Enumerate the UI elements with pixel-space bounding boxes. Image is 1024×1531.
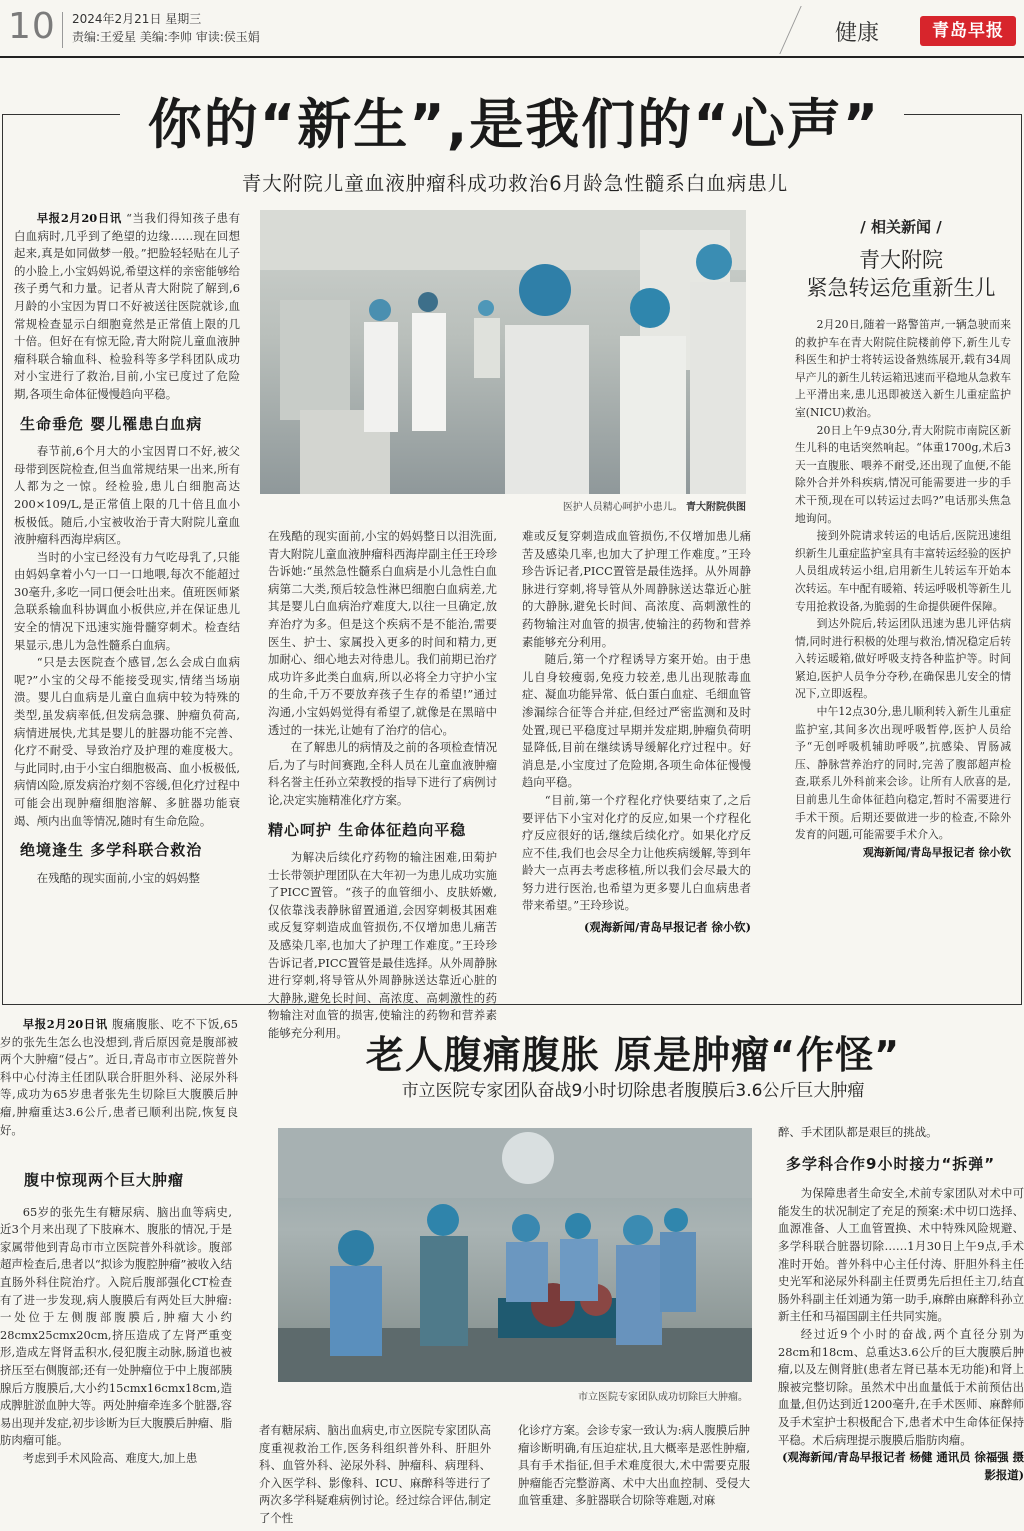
story2-photo-illustration — [278, 1128, 752, 1382]
story1-subhead-2: 绝境逢生 多学科联合救治 — [20, 841, 203, 860]
story2-subhead-1: 腹中惊现两个巨大肿瘤 — [24, 1171, 185, 1189]
story1-subhead-3: 精心呵护 生命体征趋向平稳 — [268, 820, 467, 839]
story1-photo-caption: 医护人员精心呵护小患儿。 — [562, 502, 683, 513]
story1-frame-top-right — [904, 114, 1022, 115]
story2-column-4 — [778, 1124, 1024, 1528]
related-title-line-1: 青大附院 — [859, 248, 943, 272]
story2-lead-tag: 早报2月20日讯 — [22, 1017, 108, 1031]
story1-paragraph: “目前,第一个疗程化疗快要结束了,之后要评估下小宝对化疗的反应,如果一个疗程化疗反应很好的话,继续后续化疗。如果化疗反应不佳,我们也会尽全力让他疾病缓解,等到年龄大一点再去考虑移植,所以我们会尽最大的努力进行医治,也希望为更多婴儿白血病患者带来希望。”王玲珍说。 — [522, 792, 751, 913]
story1-photo-credit: 青大附院供图 — [686, 502, 746, 513]
story2-paragraph: 醉、手术团队都是艰巨的挑战。 — [778, 1125, 938, 1139]
editors-line: 责编:王爱星 美编:李帅 审读:侯玉娟 — [72, 30, 260, 44]
related-paragraph: 到达外院后,转运团队迅速为患儿评估病情,同时进行积极的处理与救治,情况稳定后转入转运暖箱,做好呼吸支持各种监护等。时间紧迫,医护人员争分夺秒,在确保患儿安全的情况下,立即返程。 — [795, 617, 1011, 701]
story2-lead-text: 腹痛腹胀、吃不下饭,65岁的张先生怎么也没想到,背后原因竟是腹部被两个大肿瘤“侵占”。近日,青岛市市立医院普外科中心付涛主任团队联合肝胆外科、泌尿外科等,成功为65岁患者张先生切除巨大腹膜后肿瘤,肿瘤重达3.6公斤,患者已顺利出院,恢复良好。 — [0, 1017, 239, 1137]
header-rule — [0, 56, 1024, 58]
page-number: 10 — [8, 6, 56, 47]
related-paragraph: 接到外院请求转运的电话后,医院迅速组织新生儿重症监护室具有丰富转运经验的医护人员组成转运小组,启用新生儿转运车开始本次转运。车中配有暖箱、转运呼吸机等新生儿专用抢救设备,为脆弱的生命提供硬件保障。 — [795, 529, 1011, 613]
story1-paragraph: 随后,第一个疗程诱导方案开始。由于患儿自身较瘦弱,免疫力较差,患儿出现脓毒血症、凝血功能异常、低白蛋白血症、毛细血管渗漏综合征等合并症,但经过严密监测和及时处置,现已平稳度过早期并发症期,肿瘤负荷明显降低,目前在继续诱导缓解化疗过程中。好消息是,小宝度过了危险期,各项生命体征慢慢趋向平稳。 — [522, 652, 751, 790]
story2-paragraph: 者有糖尿病、脑出血病史,市立医院专家团队高度重视救治工作,医务科组织普外科、肝胆外科、血管外科、泌尿外科、肿瘤科、病理科、介入医学科、影像科、ICU、麻醉科等进行了两次多学科疑难病例讨论。经过综合评估,制定了个性 — [259, 1423, 491, 1525]
story1-paragraph: 当时的小宝已经没有力气吃母乳了,只能由妈妈拿着小勺一口一口地喂,每次不能超过30毫升,多吃一同口便会吐出来。值班医师紧急联系输血科协调血小板供应,并在保证患儿安全的情况下迅速实施骨髓穿刺术。检查结果显示,患儿为急性髓系白血病。 — [14, 549, 240, 652]
story2-paragraph: 为保障患者生命安全,术前专家团队对术中可能发生的状况制定了充足的预案:术中切口选择、血源准备、人工血管置换、术中特殊风险规避、多学科联合脏器切除……1月30日上午9点,手术准时开始。普外科中心主任付涛、肝胆外科主任史光军和泌尿外科副主任贾勇先后担任主刀,结直肠外科副主任刘通为第一助手,麻醉由麻醉科孙立新主任和马福国副主任共同实施。 — [778, 1186, 1024, 1324]
story2-paragraph: 化诊疗方案。会诊专家一致认为:病人腹膜后肿瘤诊断明确,有压迫症状,且大概率是恶性肿瘤,具有手术指征,但手术难度很大,术中需要克服肿瘤能否完整游离、术中大出血控制、受侵大血管重建、多脏器联合切除等难题,对麻 — [518, 1423, 750, 1508]
story1-paragraph: 为解决后续化疗药物的输注困难,田菊护士长带领护理团队在大年初一为患儿成功实施了PICC置管。“孩子的血管细小、皮肤娇嫩,仅依靠浅表静脉留置通道,会因穿刺极其困难或反复穿刺造成血管损伤,不仅增加患儿痛苦及感染几率,也加大了护理工作难度。”王玲珍告诉记者,PICC置管是最佳选择。从外周静脉进行穿刺,将导管从外周静脉送达靠近心脏的大静脉,避免长时间、高浓度、高刺激性的药物输注对血管的损害,使输注的药物和营养素能够充分利用。 — [268, 850, 497, 1041]
story2-photo — [278, 1128, 752, 1382]
related-paragraph: 中午12点30分,患儿顺利转入新生儿重症监护室,其间多次出现呼吸暂停,医护人员给予“无创呼吸机辅助呼吸”,抗感染、胃肠减压、静脉营养治疗的同时,完善了腹部超声检查,联系儿外科前来会诊。让所有人欣喜的是,目前患儿生命体征趋向稳定,暂时不需要进行手术干预。后期还要做进一步的检查,不除外发育的问题,可能需要手术介入。 — [795, 705, 1011, 842]
story2-paragraph: 经过近9个小时的奋战,两个直径分别为28cm和18cm、总重达3.6公斤的巨大腹膜后肿瘤,以及左侧肾脏(患者左肾已基本无功能)和肾上腺被完整切除。虽然术中出血量低于术前预估出血量,但仍达到近1200毫升,在手术医师、麻醉师及手术室护士积极配合下,患者术中生命体征保持平稳。术后病理提示腹膜后脂肪肉瘤。 — [778, 1326, 1024, 1447]
story1-subhead-1: 生命垂危 婴儿罹患白血病 — [20, 414, 203, 433]
related-tag: / 相关新闻 / — [860, 218, 942, 236]
story1-column-3 — [522, 528, 751, 990]
related-credit: 观海新闻/青岛早报记者 徐小钦 — [862, 845, 1011, 859]
section-label: 健康 — [835, 21, 880, 46]
story1-lead — [14, 210, 240, 404]
story2-paragraph: 考虑到手术风险高、难度大,加上患 — [22, 1450, 198, 1465]
story1-column-2 — [268, 528, 497, 1041]
story2-headline: 老人腹痛腹胀 原是肿瘤“作怪” — [365, 1033, 901, 1077]
story2-subhead-2: 多学科合作9小时接力“拆弹” — [786, 1154, 996, 1173]
story2-lead-column — [0, 1016, 238, 1156]
story1-paragraph: “只是去医院查个感冒,怎么会成白血病呢?”小宝的父母不能接受现实,情绪当场崩溃。婴儿白血病是儿童白血病中较为特殊的类型,虽发病率低,但发病急骤、肿瘤负荷高,病情进展快,尤其是婴儿的脏器功能不完善、化疗不耐受、导致治疗及护理的难度极大。与此同时,由于小宝白细胞极高、血小板极低,病情凶险,原发病治疗刻不容缓,但化疗过程中可能会出现肿瘤细胞溶解、多脏器功能衰竭、颅内出血等情况,随时有生命危险。 — [14, 655, 240, 828]
related-paragraph: 20日上午9点30分,青大附院市南院区新生儿科的电话突然响起。“体重1700g,术后3天一直腹胀、喂养不耐受,还出现了血便,不能除外合并外科疾病,情况可能需要进一步的手术干预,现在可以转运过去吗?”电话那头焦急地询问。 — [795, 423, 1011, 525]
issue-date: 2024年2月21日 星期三 — [72, 12, 202, 26]
story1-paragraph: 在残酷的现实面前,小宝的妈妈整 — [36, 870, 200, 885]
story1-column-1 — [14, 210, 240, 995]
story1-paragraph: 春节前,6个月大的小宝因胃口不好,被父母带到医院检查,但当血常规结果一出来,所有人都为之一惊。经检验,患儿白细胞高达200×109/L,是正常值上限的几十倍且血小板极低。随后,小宝被收治于青大附院儿童血液肿瘤科西海岸病区。 — [14, 444, 240, 547]
story1-photo-illustration — [260, 210, 746, 494]
story2-column-2 — [259, 1422, 491, 1528]
story1-lead-tag: 早报2月20日讯 — [36, 211, 122, 225]
story1-paragraph: 在了解患儿的病情及之前的各项检查情况后,为了与时间赛跑,全科人员在儿童血液肿瘤科名誉主任孙立荣教授的指导下进行了病例讨论,决定实施精准化疗方案。 — [268, 740, 497, 807]
section-slant — [779, 6, 823, 54]
story1-credit: (观海新闻/青岛早报记者 徐小钦) — [584, 920, 751, 935]
brand-logo — [920, 16, 1016, 46]
story1-subheadline: 青大附院儿童血液肿瘤科成功救治6月龄急性髓系白血病患儿 — [241, 172, 789, 195]
story2-photo-caption: 市立医院专家团队成功切除巨大肿瘤。 — [578, 1392, 748, 1403]
story1-frame-top-left — [2, 114, 120, 115]
story1-lead-text: “当我们得知孩子患有白血病时,几乎到了绝望的边缘……现在回想起来,真是如同做梦一般。”把脸轻轻贴在儿子的小脸上,小宝妈妈说,希望这样的亲密能够给孩子勇气和力量。记者从青大附院了解到,6月龄的小宝因为胃口不好被送往医院就诊,血常规检查显示白细胞竟然是正常值上限的几十倍。但好在有惊无险,青大附院儿童血液肿瘤科联合输血科、检验科等多学科团队成功对小宝进行了救治,目前,小宝已度过了危险期,各项生命体征慢慢趋向平稳。 — [14, 211, 241, 401]
story2-subheadline: 市立医院专家团队奋战9小时切除患者腹膜后3.6公斤巨大肿瘤 — [401, 1081, 865, 1101]
story1-paragraph: 在残酷的现实面前,小宝的妈妈整日以泪洗面,青大附院儿童血液肿瘤科西海岸副主任王玲珍告诉她:“虽然急性髓系白血病是小儿急性白血病第二大类,预后较急性淋巴细胞白血病差,尤其是婴儿白血病治疗难度大,以往一旦确定,放弃治疗为多。但是这个疾病不是不能治,需要医生、护士、家属投入更多的时间和精力,更加耐心、细心地去对待患儿。我们前期已治疗成功许多此类白血病,所以必将全力守护小宝的生命,千万不要放弃孩子生存的希望!”通过沟通,小宝妈妈觉得有希望了,就像是在黑暗中透过的一抹光,让她有了治疗的信心。 — [268, 529, 497, 737]
related-body — [795, 316, 1011, 988]
header-divider — [62, 12, 63, 48]
related-title-line-2: 紧急转运危重新生儿 — [806, 276, 996, 300]
story2-paragraph: 65岁的张先生有糖尿病、脑出血等病史,近3个月来出现了下肢麻木、腹胀的情况,于是家属带他到青岛市市立医院普外科就诊。腹部超声检查后,患者以“拟诊为腹腔肿瘤”被收入结直肠外科住院治疗。入院后腹部强化CT检查有了进一步发现,病人腹膜后有两处巨大肿瘤:一处位于左侧腹部腹膜后,肿瘤大小约28cmx25cmx20cm,挤压造成了左肾严重变形,造成左肾肾盂积水,侵犯腹主动脉,肠道也被挤压至右侧腹部;还有一处肿瘤位于中上腹部胰腺后方腹膜后,大小约15cmx16cmx18cm,造成脾脏淤血肿大等。两处肿瘤牵连多个脏器,容易出现并发症,初步诊断为巨大腹膜后肿瘤、脂肪肉瘤可能。 — [0, 1204, 232, 1448]
story1-headline: 你的“新生”,是我们的“心声” — [147, 93, 881, 156]
story2-credit: (观海新闻/青岛早报记者 杨健 通讯员 徐福强 摄影报道) — [782, 1450, 1024, 1482]
story1-photo-caption-line — [260, 498, 746, 513]
story2-column-1 — [0, 1172, 232, 1528]
story1-paragraph: 难或反复穿刺造成血管损伤,不仅增加患儿痛苦及感染几率,也加大了护理工作难度。”王玲珍告诉记者,PICC置管是最佳选择。从外周静脉进行穿刺,将导管从外周静脉送达靠近心脏的大静脉,避免长时间、高浓度、高刺激性的药物输注对血管的损害,使输注的药物和营养素能够充分利用。 — [522, 529, 751, 649]
brand-logo-text: 青岛早报 — [932, 21, 1004, 41]
story2-lead — [0, 1016, 238, 1139]
related-paragraph: 2月20日,随着一路警笛声,一辆急驶而来的救护车在青大附院住院楼前停下,新生儿专科医生和护士将转运设备熟练展开,载有34周早产儿的新生儿转运箱迅速而平稳地从急救车上平滑出来,患儿迅即被送入新生儿重症监护室(NICU)救治。 — [795, 318, 1011, 419]
story2-column-3 — [518, 1422, 750, 1528]
story1-photo — [260, 210, 746, 494]
